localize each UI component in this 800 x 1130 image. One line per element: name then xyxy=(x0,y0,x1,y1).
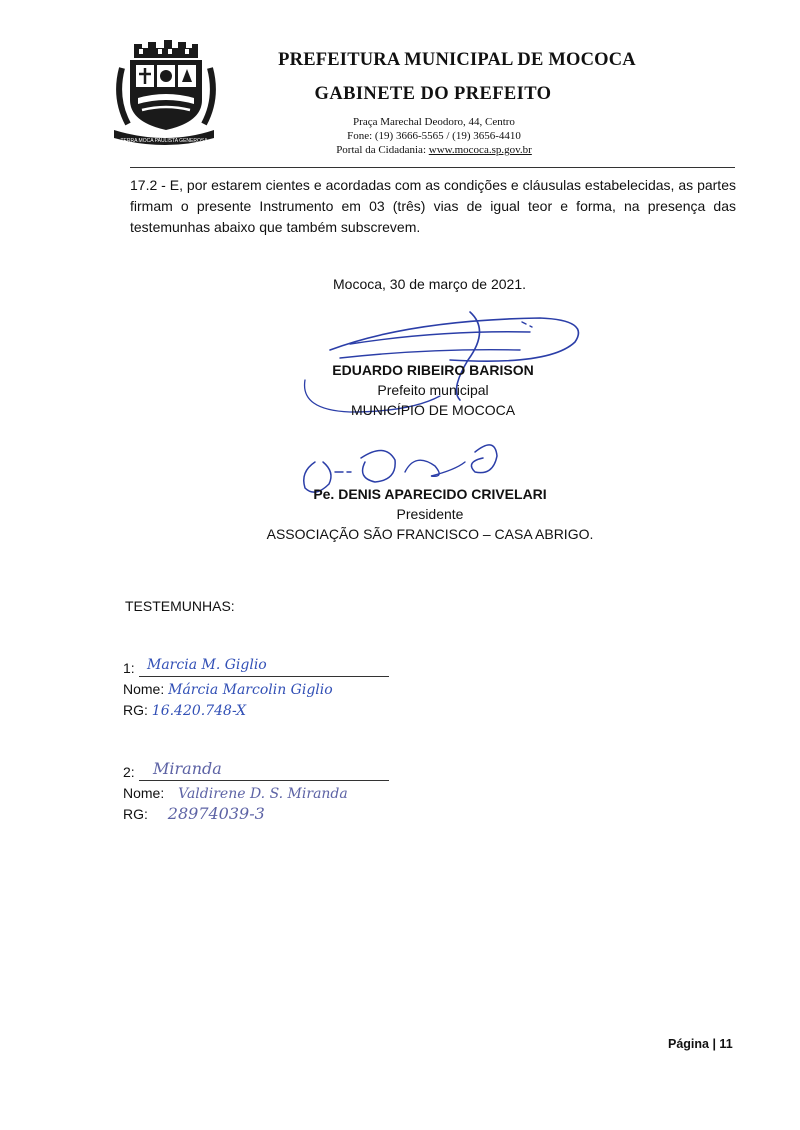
header-title: PREFEITURA MUNICIPAL DE MOCOCA xyxy=(278,50,636,70)
witness-signature-row xyxy=(123,759,348,783)
witness-rg-row xyxy=(123,804,348,825)
signatory-name: Pe. DENIS APARECIDO CRIVELARI xyxy=(313,486,547,502)
witness-signature: Marcia M. Giglio xyxy=(147,657,267,673)
witness-signature-row xyxy=(123,658,333,679)
witness-number: 2: xyxy=(123,764,135,780)
witness-rg: 28974039-3 xyxy=(167,804,265,823)
witness-1 xyxy=(123,658,333,721)
rg-label: RG: xyxy=(123,806,148,822)
witness-name-row xyxy=(123,783,348,804)
portal-label: Portal da Cidadania: xyxy=(336,144,426,156)
signature-line xyxy=(139,780,389,781)
portal-link[interactable]: www.mococa.sp.gov.br xyxy=(428,144,532,156)
rg-label: RG: xyxy=(123,702,148,718)
page-number: Página | 11 xyxy=(668,1037,733,1051)
witness-rg: 16.420.748-X xyxy=(151,703,247,719)
witness-name: Márcia Marcolin Giglio xyxy=(168,682,333,698)
header-subtitle: GABINETE DO PREFEITO xyxy=(314,84,552,104)
witness-2 xyxy=(123,759,348,825)
crest-motto: TERRA MOCA PAULISTA GENEROSA xyxy=(120,138,208,144)
signature-line xyxy=(139,676,389,677)
municipal-crest-icon xyxy=(112,38,216,146)
signature-block-mayor xyxy=(300,360,566,420)
witness-signature: Miranda xyxy=(153,759,222,778)
signature-block-president xyxy=(250,484,610,544)
signatory-entity: MUNICÍPIO DE MOCOCA xyxy=(350,402,516,418)
witness-name: Valdirene D. S. Miranda xyxy=(178,786,348,802)
signatory-name: EDUARDO RIBEIRO BARISON xyxy=(332,362,534,378)
witnesses-heading: TESTEMUNHAS: xyxy=(125,598,235,614)
witness-name-row xyxy=(123,679,333,700)
name-label: Nome: xyxy=(123,785,165,801)
header-address: Praça Marechal Deodoro, 44, Centro xyxy=(353,116,515,128)
header-phone: Fone: (19) 3666-5565 / (19) 3656-4410 xyxy=(347,130,521,142)
signatory-role: Prefeito municipal xyxy=(377,382,489,398)
witness-number: 1: xyxy=(123,660,135,676)
header-divider xyxy=(130,167,735,168)
header-portal xyxy=(300,144,568,156)
signatory-role: Presidente xyxy=(396,506,464,522)
clause-17-2: 17.2 - E, por estarem cientes e acordadas com as condições e cláusulas estabelecidas, as partes firmam o presente Instrumento em 03 (três) vias de igual teor e forma, na presença das testemunhas abaixo que também subscrevem. xyxy=(130,177,736,235)
date-line: Mococa, 30 de março de 2021. xyxy=(333,276,527,292)
signatory-entity: ASSOCIAÇÃO SÃO FRANCISCO – CASA ABRIGO. xyxy=(266,526,594,542)
name-label: Nome: xyxy=(123,681,165,697)
witness-rg-row xyxy=(123,700,333,721)
